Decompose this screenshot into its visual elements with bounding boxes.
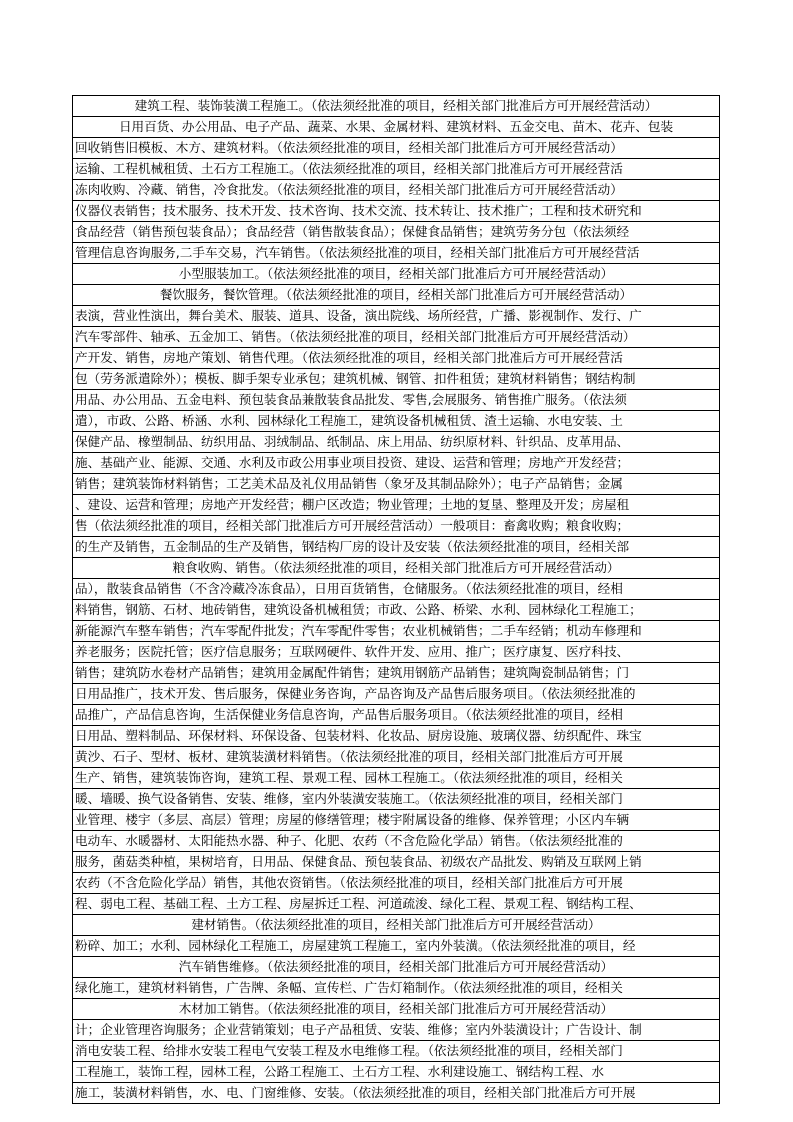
business-scope-cell[interactable]: 品推广，产品信息咨询，生活保健业务信息咨询，产品售后服务项目。（依法须经批准的项目，经相 xyxy=(73,705,720,726)
business-scope-cell[interactable]: 汽车销售维修。（依法须经批准的项目，经相关部门批准后方可开展经营活动） xyxy=(73,957,720,978)
table-row xyxy=(73,411,720,432)
table-row xyxy=(73,789,720,810)
business-scope-cell[interactable]: 日用品、塑料制品、环保材料、环保设备、包装材料、化妆品、厨房设施、玻璃仪器、纺织配件、珠宝 xyxy=(73,726,720,747)
table-row xyxy=(73,369,720,390)
table-row xyxy=(73,264,720,285)
business-scope-cell[interactable]: 品），散装食品销售（不含冷藏冷冻食品），日用百货销售，仓储服务。（依法须经批准的项目，经相 xyxy=(73,579,720,600)
table-row xyxy=(73,117,720,138)
business-scope-cell[interactable]: 遣），市政、公路、桥涵、水利、园林绿化工程施工，建筑设备机械租赁、渣土运输、水电安装、土 xyxy=(73,411,720,432)
table-row xyxy=(73,1083,720,1104)
table-row xyxy=(73,222,720,243)
business-scope-cell[interactable]: 保健产品、橡塑制品、纺织用品、羽绒制品、纸制品、床上用品、纺织原材料、针织品、皮革用品、 xyxy=(73,432,720,453)
table-row xyxy=(73,474,720,495)
business-scope-cell[interactable]: 建筑工程、装饰装潢工程施工。（依法须经批准的项目，经相关部门批准后方可开展经营活动） xyxy=(73,96,720,117)
table-row xyxy=(73,306,720,327)
business-scope-cell[interactable]: 粮食收购、销售。（依法须经批准的项目，经相关部门批准后方可开展经营活动） xyxy=(73,558,720,579)
table-body xyxy=(73,96,720,1104)
business-scope-cell[interactable]: 消电安装工程、给排水安装工程电气安装工程及水电维修工程。（依法须经批准的项目，经相关部门 xyxy=(73,1041,720,1062)
business-scope-cell[interactable]: 售（依法须经批准的项目，经相关部门批准后方可开展经营活动）一般项目：畜禽收购；粮食收购； xyxy=(73,516,720,537)
business-scope-cell[interactable]: 日用百货、办公用品、电子产品、蔬菜、水果、金属材料、建筑材料、五金交电、苗木、花卉、包装 xyxy=(73,117,720,138)
business-scope-cell[interactable]: 农药（不含危险化学品）销售，其他农资销售。（依法须经批准的项目，经相关部门批准后方可开展 xyxy=(73,873,720,894)
business-scope-cell[interactable]: 粉碎、加工；水利、园林绿化工程施工，房屋建筑工程施工，室内外装潢。（依法须经批准的项目，经 xyxy=(73,936,720,957)
business-scope-cell[interactable]: 的生产及销售，五金制品的生产及销售，钢结构厂房的设计及安装（依法须经批准的项目，经相关部 xyxy=(73,537,720,558)
table-row xyxy=(73,537,720,558)
business-scope-cell[interactable]: 计；企业管理咨询服务；企业营销策划；电子产品租赁、安装、维修；室内外装潢设计；广告设计、制 xyxy=(73,1020,720,1041)
business-scope-cell[interactable]: 施、基础产业、能源、交通、水利及市政公用事业项目投资、建设、运营和管理；房地产开发经营； xyxy=(73,453,720,474)
table-row xyxy=(73,768,720,789)
table-row xyxy=(73,663,720,684)
business-scope-cell[interactable]: 暖、墙暖、换气设备销售、安装、维修，室内外装潢安装施工。（依法须经批准的项目，经相关部门 xyxy=(73,789,720,810)
table-row xyxy=(73,1020,720,1041)
business-scope-cell[interactable]: 黄沙、石子、型材、板材、建筑装潢材料销售。（依法须经批准的项目，经相关部门批准后方可开展 xyxy=(73,747,720,768)
business-scope-cell[interactable]: 施工，装潢材料销售，水、电、门窗维修、安装。（依法须经批准的项目，经相关部门批准后方可开展 xyxy=(73,1083,720,1104)
business-scope-cell[interactable]: 小型服装加工。（依法须经批准的项目，经相关部门批准后方可开展经营活动） xyxy=(73,264,720,285)
table-row xyxy=(73,642,720,663)
table-row xyxy=(73,747,720,768)
business-scope-cell[interactable]: 销售；建筑装饰材料销售；工艺美术品及礼仪用品销售（象牙及其制品除外）；电子产品销售；金属 xyxy=(73,474,720,495)
business-scope-cell[interactable]: 服务，菌菇类种植，果树培育，日用品、保健食品、预包装食品、初级农产品批发、购销及互联网上销 xyxy=(73,852,720,873)
table-row xyxy=(73,999,720,1020)
table-row xyxy=(73,957,720,978)
table-row xyxy=(73,201,720,222)
table-row xyxy=(73,1062,720,1083)
table-row xyxy=(73,726,720,747)
table-row xyxy=(73,978,720,999)
table-row xyxy=(73,180,720,201)
table-row xyxy=(73,705,720,726)
business-scope-cell[interactable]: 生产、销售，建筑装饰咨询，建筑工程、景观工程、园林工程施工。（依法须经批准的项目，经相关 xyxy=(73,768,720,789)
table-row xyxy=(73,138,720,159)
table-row xyxy=(73,810,720,831)
business-scope-cell[interactable]: 业管理、楼宇（多层、高层）管理；房屋的修缮管理；楼宇附属设备的维修、保养管理；小区内车辆 xyxy=(73,810,720,831)
table-row xyxy=(73,327,720,348)
business-scope-cell[interactable]: 新能源汽车整车销售；汽车零配件批发；汽车零配件零售；农业机械销售；二手车经销；机动车修理和 xyxy=(73,621,720,642)
business-scope-cell[interactable]: 仪器仪表销售；技术服务、技术开发、技术咨询、技术交流、技术转让、技术推广；工程和技术研究和 xyxy=(73,201,720,222)
business-scope-cell[interactable]: 料销售，钢筋、石材、地砖销售，建筑设备机械租赁；市政、公路、桥梁、水利、园林绿化工程施工； xyxy=(73,600,720,621)
business-scope-cell[interactable]: 建材销售。（依法须经批准的项目，经相关部门批准后方可开展经营活动） xyxy=(73,915,720,936)
table-row xyxy=(73,600,720,621)
table-row xyxy=(73,453,720,474)
table-row xyxy=(73,915,720,936)
business-scope-cell[interactable]: 餐饮服务，餐饮管理。（依法须经批准的项目，经相关部门批准后方可开展经营活动） xyxy=(73,285,720,306)
business-scope-cell[interactable]: 管理信息咨询服务,二手车交易，汽车销售。（依法须经批准的项目，经相关部门批准后方可开展经营活 xyxy=(73,243,720,264)
table-row xyxy=(73,1041,720,1062)
business-scope-table xyxy=(72,95,720,1104)
table-row xyxy=(73,558,720,579)
table-row xyxy=(73,432,720,453)
business-scope-cell[interactable]: 养老服务；医院托管；医疗信息服务；互联网硬件、软件开发、应用、推广；医疗康复、医疗科技、 xyxy=(73,642,720,663)
table-row xyxy=(73,684,720,705)
table-row xyxy=(73,348,720,369)
table-row xyxy=(73,495,720,516)
table-row xyxy=(73,852,720,873)
business-scope-cell[interactable]: 表演，营业性演出，舞台美术、服装、道具、设备，演出院线、场所经营，广播、影视制作、发行、广 xyxy=(73,306,720,327)
table-row xyxy=(73,936,720,957)
business-scope-cell[interactable]: 工程施工，装饰工程，园林工程，公路工程施工、土石方工程、水利建设施工、钢结构工程、水 xyxy=(73,1062,720,1083)
table-row xyxy=(73,894,720,915)
table-row xyxy=(73,516,720,537)
business-scope-cell[interactable]: 包（劳务派遣除外）；模板、脚手架专业承包；建筑机械、钢管、扣件租赁；建筑材料销售；钢结构制 xyxy=(73,369,720,390)
table-row xyxy=(73,96,720,117)
table-row xyxy=(73,579,720,600)
table-row xyxy=(73,285,720,306)
business-scope-cell[interactable]: 绿化施工，建筑材料销售，广告牌、条幅、宣传栏、广告灯箱制作。（依法须经批准的项目，经相关 xyxy=(73,978,720,999)
business-scope-cell[interactable]: 木材加工销售。（依法须经批准的项目，经相关部门批准后方可开展经营活动） xyxy=(73,999,720,1020)
table-row xyxy=(73,390,720,411)
business-scope-cell[interactable]: 产开发、销售，房地产策划、销售代理。（依法须经批准的项目，经相关部门批准后方可开展经营活 xyxy=(73,348,720,369)
table-row xyxy=(73,831,720,852)
business-scope-cell[interactable]: 汽车零部件、轴承、五金加工、销售。（依法须经批准的项目，经相关部门批准后方可开展经营活动） xyxy=(73,327,720,348)
business-scope-cell[interactable]: 运输、工程机械租赁、土石方工程施工。（依法须经批准的项目，经相关部门批准后方可开展经营活 xyxy=(73,159,720,180)
table-row xyxy=(73,621,720,642)
business-scope-cell[interactable]: 用品、办公用品、五金电料、预包装食品兼散装食品批发、零售,会展服务、销售推广服务。（依法须 xyxy=(73,390,720,411)
business-scope-cell[interactable]: 食品经营（销售预包装食品）；食品经营（销售散装食品）；保健食品销售；建筑劳务分包（依法须经 xyxy=(73,222,720,243)
table-row xyxy=(73,243,720,264)
business-scope-cell[interactable]: 销售；建筑防水卷材产品销售；建筑用金属配件销售；建筑用钢筋产品销售；建筑陶瓷制品销售；门 xyxy=(73,663,720,684)
business-scope-cell[interactable]: 回收销售旧模板、木方、建筑材料。（依法须经批准的项目，经相关部门批准后方可开展经营活动） xyxy=(73,138,720,159)
table-row xyxy=(73,159,720,180)
table-row xyxy=(73,873,720,894)
business-scope-cell[interactable]: 程、弱电工程、基础工程、土方工程、房屋拆迁工程、河道疏浚、绿化工程、景观工程、钢结构工程、 xyxy=(73,894,720,915)
business-scope-cell[interactable]: 电动车、水暖器材、太阳能热水器、种子、化肥、农药（不含危险化学品）销售。（依法须经批准的 xyxy=(73,831,720,852)
business-scope-cell[interactable]: 日用品推广，技术开发、售后服务，保健业务咨询，产品咨询及产品售后服务项目。（依法须经批准的 xyxy=(73,684,720,705)
business-scope-cell[interactable]: 、建设、运营和管理；房地产开发经营；棚户区改造；物业管理；土地的复垦、整理及开发；房屋租 xyxy=(73,495,720,516)
business-scope-cell[interactable]: 冻肉收购、冷藏、销售，冷食批发。（依法须经批准的项目，经相关部门批准后方可开展经营活动） xyxy=(73,180,720,201)
